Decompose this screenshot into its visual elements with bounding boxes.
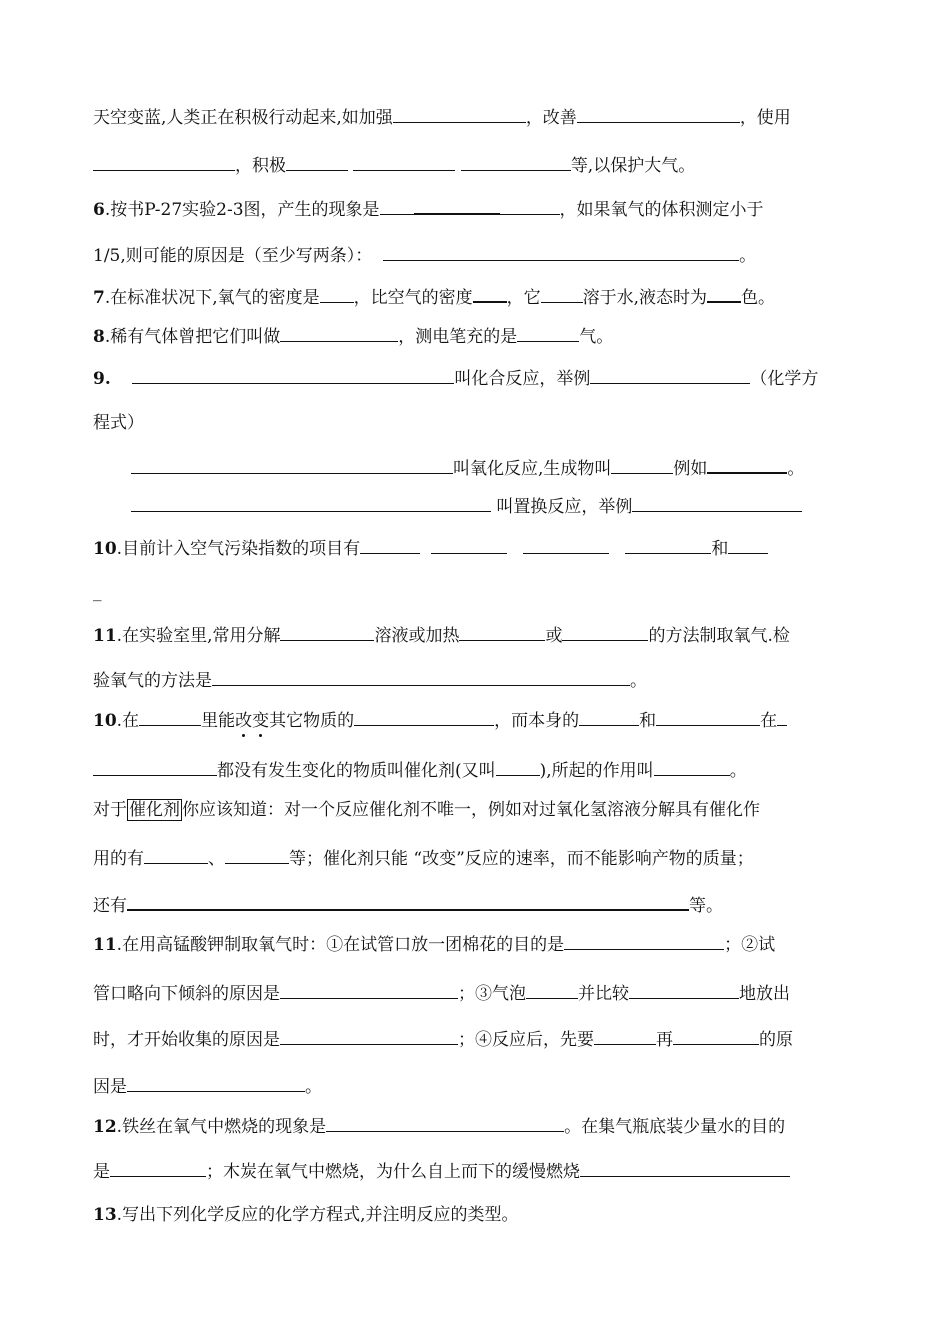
question-11: [93, 623, 790, 648]
text-segment: 。: [787, 459, 805, 479]
answer-blank[interactable]: [431, 536, 507, 554]
answer-blank[interactable]: [728, 536, 768, 554]
text-segment: .铁丝在氧气中燃烧的现象是: [116, 1117, 327, 1137]
text-segment: 对于: [93, 800, 127, 820]
text-segment: ，使用: [739, 108, 791, 128]
text-line: [131, 494, 802, 519]
text-line: [93, 758, 747, 783]
text-line: [93, 105, 791, 130]
text-line: [93, 580, 102, 604]
answer-blank[interactable]: [579, 708, 639, 726]
question-number: 6: [93, 200, 105, 220]
text-segment: _: [93, 582, 102, 602]
text-segment: 管口略向下倾斜的原因是: [93, 984, 280, 1004]
text-segment: 溶液或加热: [374, 626, 460, 646]
answer-blank[interactable]: [383, 243, 739, 261]
answer-blank[interactable]: [225, 846, 289, 864]
answer-blank[interactable]: [656, 708, 760, 726]
question-9: [93, 366, 818, 391]
text-segment: ，它: [506, 288, 541, 308]
answer-blank[interactable]: [580, 1159, 790, 1177]
text-segment: 。: [630, 671, 647, 691]
text-line: [93, 846, 754, 871]
question-number: 11: [93, 935, 117, 955]
text-segment: ，测电笔充的是: [398, 327, 518, 347]
text-segment: ；木炭在氧气中燃烧，为什么自上而下的缓慢燃烧: [206, 1162, 580, 1182]
text-segment: 和: [711, 539, 729, 559]
answer-blank[interactable]: [562, 623, 648, 641]
text-segment: .在实验室里,常用分解: [116, 626, 281, 646]
text-segment: ；③气泡: [458, 984, 526, 1004]
question-number: 11: [93, 626, 117, 646]
answer-blank[interactable]: [131, 456, 453, 474]
answer-blank[interactable]: [707, 284, 741, 303]
text-segment: ，而本身的: [494, 711, 580, 731]
text-segment: ，改善: [525, 108, 577, 128]
answer-blank[interactable]: [590, 366, 750, 384]
answer-blank[interactable]: [280, 623, 374, 641]
text-segment: 是: [93, 1162, 110, 1182]
question-number: 7: [93, 288, 105, 308]
question-13: [93, 1203, 518, 1227]
text-line: [93, 981, 790, 1006]
answer-blank[interactable]: [360, 536, 420, 554]
answer-blank[interactable]: [473, 284, 507, 303]
emphasis-char: 改: [235, 711, 253, 731]
question-number: 8: [93, 327, 105, 347]
answer-blank[interactable]: [280, 981, 458, 999]
answer-blank[interactable]: [707, 455, 787, 474]
catalyst-note: [93, 798, 760, 822]
text-segment: 程式）: [93, 413, 144, 433]
text-segment: ；④反应后，先要: [458, 1030, 594, 1050]
answer-blank[interactable]: [139, 708, 201, 726]
text-segment: 时，才开始收集的原因是: [93, 1030, 280, 1050]
text-segment: 地放出: [739, 984, 790, 1004]
answer-blank[interactable]: [414, 196, 500, 215]
answer-blank[interactable]: [127, 892, 689, 911]
text-segment: 等。: [689, 896, 723, 916]
answer-blank[interactable]: [93, 153, 235, 171]
answer-blank[interactable]: [280, 324, 398, 342]
boxed-term: 催化剂: [129, 800, 180, 820]
text-segment: .稀有气体曾把它们叫做: [104, 327, 281, 347]
text-segment: 气。: [579, 327, 614, 347]
text-segment: （化学方: [750, 369, 819, 389]
answer-blank[interactable]: [523, 536, 609, 554]
question-number: 13: [93, 1205, 117, 1225]
answer-blank[interactable]: [629, 981, 739, 999]
text-line: [93, 411, 144, 435]
answer-blank[interactable]: [517, 324, 579, 342]
text-segment: 你应该知道：对一个反应催化剂不唯一，例如对过氧化氢溶液分解具有催化作: [182, 800, 760, 820]
text-segment: ，比空气的密度: [353, 288, 473, 308]
answer-blank[interactable]: [625, 536, 711, 554]
text-segment: ，如果氧气的体积测定小于: [559, 200, 764, 220]
text-line: [93, 1074, 322, 1099]
answer-blank[interactable]: [93, 758, 217, 776]
text-segment: 。: [305, 1077, 322, 1097]
question-7: [93, 284, 775, 310]
text-segment: 其它物质的: [269, 711, 355, 731]
answer-blank[interactable]: [380, 197, 414, 215]
text-line: [131, 455, 804, 481]
text-segment: 的原: [759, 1030, 793, 1050]
text-segment: 。在集气瓶底装少量水的目的: [564, 1117, 786, 1137]
text-segment: 等,以保护大气。: [570, 156, 696, 176]
answer-blank[interactable]: [132, 366, 454, 384]
answer-blank[interactable]: [496, 758, 540, 776]
question-10b: [93, 708, 787, 733]
answer-blank[interactable]: [353, 153, 455, 171]
text-segment: ，积极: [235, 156, 286, 176]
answer-blank[interactable]: [354, 708, 494, 726]
text-segment: 色。: [741, 288, 776, 308]
question-number: 12: [93, 1117, 117, 1137]
text-segment: 的方法制取氧气.检: [648, 626, 790, 646]
answer-blank[interactable]: [777, 708, 787, 726]
text-segment: 等；催化剂只能 “改变”反应的速率，而不能影响产物的质量；: [289, 849, 754, 869]
answer-blank[interactable]: [564, 932, 724, 950]
question-12: [93, 1114, 785, 1139]
text-segment: .在标准状况下,氧气的密度是: [104, 288, 320, 308]
text-segment: 验氧气的方法是: [93, 671, 212, 691]
answer-blank[interactable]: [611, 456, 673, 474]
text-segment: .目前计入空气污染指数的项目有: [116, 539, 361, 559]
answer-blank[interactable]: [541, 285, 583, 303]
text-segment: .在用高锰酸钾制取氧气时：①在试管口放一团棉花的目的是: [116, 935, 565, 955]
question-8: [93, 324, 613, 349]
question-number: 9.: [93, 369, 111, 389]
text-segment: 叫氧化反应,生成物叫: [453, 459, 612, 479]
text-segment: .在: [116, 711, 140, 731]
text-line: [93, 892, 723, 918]
answer-blank[interactable]: [632, 494, 802, 512]
text-segment: ；②试: [724, 935, 776, 955]
answer-blank[interactable]: [127, 1074, 305, 1092]
question-10: [93, 536, 768, 561]
text-segment: 和: [639, 711, 657, 731]
answer-blank[interactable]: [461, 153, 571, 171]
answer-blank[interactable]: [280, 1027, 458, 1045]
text-segment: 叫化合反应，举例: [454, 369, 591, 389]
text-segment: 在: [760, 711, 778, 731]
answer-blank[interactable]: [320, 285, 354, 303]
answer-blank[interactable]: [212, 668, 630, 686]
answer-blank[interactable]: [577, 105, 740, 123]
answer-blank[interactable]: [594, 1027, 656, 1045]
text-line: [93, 1027, 793, 1052]
text-segment: .按书P-27实验2-3图，产生的现象是: [104, 200, 380, 220]
text-segment: 天空变蓝,人类正在积极行动起来,如加强: [93, 108, 393, 128]
question-number: 10: [93, 711, 117, 731]
question-11b: [93, 932, 775, 957]
text-segment: 还有: [93, 896, 127, 916]
text-segment: 或: [545, 626, 563, 646]
text-segment: 溶于水,液态时为: [582, 288, 708, 308]
answer-blank[interactable]: [131, 494, 491, 512]
answer-blank[interactable]: [144, 846, 208, 864]
question-number: 10: [93, 539, 117, 559]
text-line: [93, 1159, 790, 1184]
text-segment: ),所起的作用叫: [539, 761, 654, 781]
answer-blank[interactable]: [326, 1114, 564, 1132]
answer-blank[interactable]: [286, 153, 348, 171]
text-segment: 。: [739, 246, 757, 266]
text-segment: 1/5,则可能的原因是（至少写两条）：: [93, 246, 373, 266]
text-line: [93, 668, 647, 693]
answer-blank[interactable]: [654, 758, 730, 776]
answer-blank[interactable]: [526, 981, 578, 999]
text-segment: 用的有: [93, 849, 144, 869]
text-segment: 里能: [201, 711, 236, 731]
answer-blank[interactable]: [459, 623, 545, 641]
answer-blank[interactable]: [110, 1159, 206, 1177]
question-6: [93, 196, 764, 222]
text-segment: 再: [656, 1030, 673, 1050]
text-segment: 叫置换反应，举例: [496, 497, 633, 517]
answer-blank[interactable]: [673, 1027, 759, 1045]
text-segment: 。: [729, 761, 747, 781]
text-line: [93, 243, 756, 268]
answer-blank[interactable]: [500, 197, 560, 215]
text-segment: 都没有发生变化的物质叫催化剂(又叫: [217, 761, 496, 781]
emphasis-char: 变: [252, 711, 270, 731]
text-segment: 并比较: [578, 984, 629, 1004]
text-segment: 、: [208, 849, 225, 869]
text-segment: 因是: [93, 1077, 127, 1097]
text-segment: 例如: [673, 459, 708, 479]
answer-blank[interactable]: [393, 105, 526, 123]
text-line: [93, 153, 695, 178]
text-segment: .写出下列化学反应的化学方程式,并注明反应的类型。: [116, 1205, 519, 1225]
